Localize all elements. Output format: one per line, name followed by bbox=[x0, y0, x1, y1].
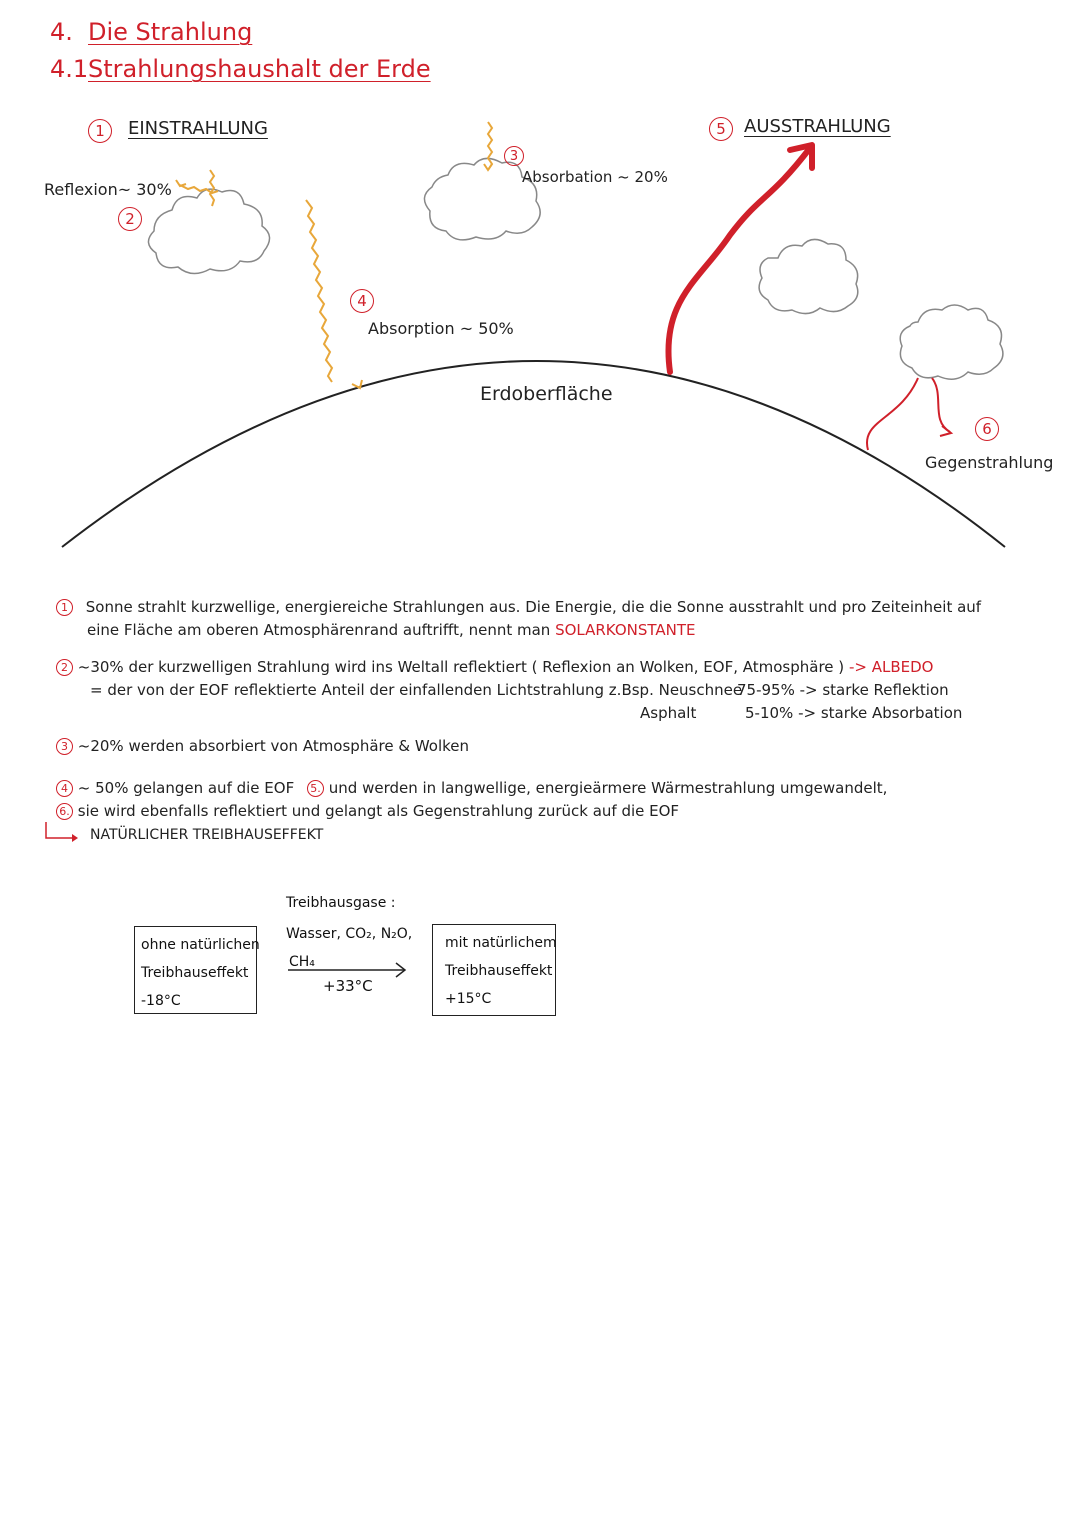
result-arrow-icon bbox=[44, 822, 84, 846]
cloud-icon bbox=[900, 305, 1003, 379]
box-right-line3: +15°C bbox=[445, 991, 492, 1007]
result-term: NATÜRLICHER TREIBHAUSEFFEKT bbox=[90, 827, 324, 843]
marker-4: 4 bbox=[350, 289, 374, 313]
ausstrahlung-arrow bbox=[668, 148, 810, 372]
note-1-line2: eine Fläche am oberen Atmosphärenrand auftrifft, nennt man bbox=[87, 621, 551, 639]
box-without-greenhouse bbox=[134, 926, 260, 1014]
asphalt-value: 5-10% -> starke Absorbation bbox=[745, 704, 963, 722]
box-left-line2: Treibhauseffekt bbox=[141, 965, 249, 981]
subheading-number: 4.1 bbox=[50, 55, 89, 83]
radiation-diagram bbox=[0, 0, 1080, 570]
note-4-marker: 4 bbox=[56, 780, 73, 797]
neuschnee-value: 75-95% -> starke Reflektion bbox=[737, 681, 949, 699]
page-subtitle: Strahlungshaushalt der Erde bbox=[88, 55, 431, 83]
note-4 bbox=[56, 779, 887, 797]
note-2-definition: = der von der EOF reflektierte Anteil der einfallenden Lichtstrahlung z.Bsp. Neuschnee bbox=[90, 681, 743, 699]
note-2-line1: ~30% der kurzwelligen Strahlung wird ins Weltall reflektiert ( Reflexion an Wolken, EOF, Atmosphäre ) bbox=[77, 658, 845, 676]
note-4-text-b: und werden in langwellige, energieärmere Wärmestrahlung umgewandelt, bbox=[328, 779, 888, 797]
marker-3: 3 bbox=[504, 146, 524, 166]
ausstrahlung-label: AUSSTRAHLUNG bbox=[744, 116, 891, 137]
absorbation-label: Absorbation ~ 20% bbox=[522, 168, 668, 186]
note-2-marker: 2 bbox=[56, 659, 73, 676]
note-2-arrow: -> bbox=[848, 658, 867, 676]
heading-number: 4. bbox=[50, 18, 73, 46]
box-left-line1: ohne natürlichen bbox=[141, 937, 260, 953]
marker-5: 5 bbox=[709, 117, 733, 141]
note-6-marker: 6. bbox=[56, 803, 73, 820]
box-left-line3: -18°C bbox=[141, 993, 181, 1009]
note-1-line1: Sonne strahlt kurzwellige, energiereiche Strahlungen aus. Die Energie, die die Sonne ausstrahlt und pro Zeiteinheit auf bbox=[85, 598, 982, 616]
gases-line2: CH₄ bbox=[289, 954, 315, 970]
box-with-greenhouse bbox=[432, 924, 556, 1016]
einstrahlung-label: EINSTRAHLUNG bbox=[128, 118, 268, 139]
temperature-delta: +33°C bbox=[323, 977, 373, 995]
gegenstrahlung-arrow bbox=[867, 378, 918, 450]
solarkonstante-term: SOLARKONSTANTE bbox=[555, 621, 696, 639]
box-right-line1: mit natürlichem bbox=[445, 935, 557, 951]
box-right-line2: Treibhauseffekt bbox=[445, 963, 553, 979]
marker-2: 2 bbox=[118, 207, 142, 231]
gegenstrahlung-arrow bbox=[932, 378, 950, 432]
note-3-text: ~20% werden absorbiert von Atmosphäre & Wolken bbox=[77, 737, 470, 755]
cloud-icon bbox=[759, 239, 858, 313]
note-1-marker: 1 bbox=[56, 599, 73, 616]
asphalt-label: Asphalt bbox=[640, 704, 697, 722]
page-title: Die Strahlung bbox=[88, 18, 253, 46]
note-1-cont bbox=[87, 621, 696, 639]
surface-label: Erdoberfläche bbox=[480, 383, 613, 405]
reflexion-label: Reflexion~ 30% bbox=[44, 180, 172, 199]
note-2 bbox=[56, 658, 933, 676]
gases-line1: Wasser, CO₂, N₂O, bbox=[286, 926, 413, 942]
note-3 bbox=[56, 737, 469, 755]
gases-title: Treibhausgase : bbox=[286, 895, 396, 911]
sun-ray-icon bbox=[484, 122, 492, 170]
gegenstrahlung-label: Gegenstrahlung bbox=[925, 453, 1054, 472]
note-4-text-a: ~ 50% gelangen auf die EOF bbox=[77, 779, 295, 797]
albedo-term: ALBEDO bbox=[871, 658, 934, 676]
note-3-marker: 3 bbox=[56, 738, 73, 755]
marker-6: 6 bbox=[975, 417, 999, 441]
sun-ray-icon bbox=[176, 170, 218, 206]
note-6-text: sie wird ebenfalls reflektiert und gelangt als Gegenstrahlung zurück auf die EOF bbox=[77, 802, 680, 820]
marker-1: 1 bbox=[88, 119, 112, 143]
cloud-icon bbox=[148, 189, 269, 273]
note-6 bbox=[56, 802, 679, 820]
absorption-label: Absorption ~ 50% bbox=[368, 319, 514, 338]
note-5-marker: 5. bbox=[307, 780, 324, 797]
note-1 bbox=[56, 598, 981, 616]
